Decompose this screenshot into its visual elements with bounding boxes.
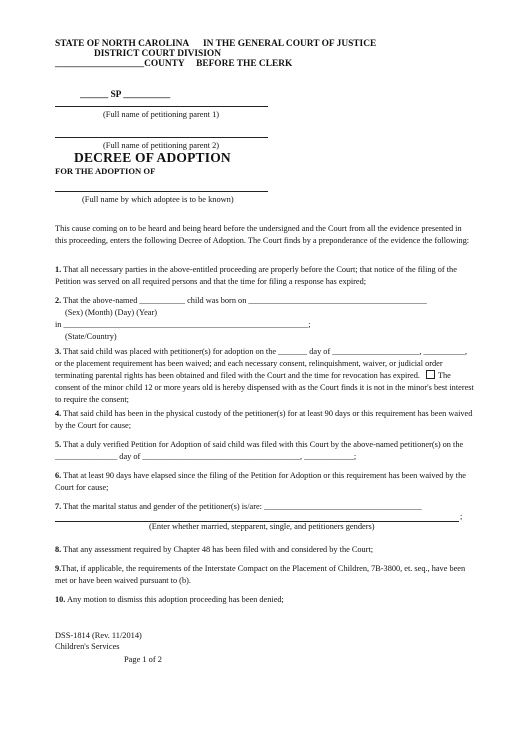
- page-title: DECREE OF ADOPTION: [74, 150, 231, 165]
- finding-3: [55, 346, 475, 406]
- finding-2-place-line[interactable]: in ___________________________________________________________;: [55, 320, 311, 329]
- parent2-name-line[interactable]: [55, 137, 268, 138]
- intro-paragraph: This cause coming on to be heard and being heard before the undersigned and the Court from all the evidence presented in this proceeding, enters the following Decree of Adoption. The Court finds by a preponderance of the evidence the following:: [55, 224, 470, 245]
- finding-7: [55, 501, 475, 513]
- parent1-caption: (Full name of petitioning parent 1): [103, 110, 220, 119]
- sp-label: SP: [110, 90, 121, 100]
- finding-4-number: 4.: [55, 409, 62, 418]
- minor-consent-checkbox[interactable]: [426, 370, 435, 379]
- finding-8: [55, 544, 475, 556]
- sp-blank-1[interactable]: ______: [80, 90, 109, 100]
- finding-1-number: 1.: [55, 265, 62, 274]
- finding-7-end: ;: [460, 512, 463, 521]
- finding-5-number: 5.: [55, 440, 62, 449]
- finding-4-text: That said child has been in the physical custody of the petitioner(s) for at least 90 days or this requirement has been waived by the Court for cause;: [55, 409, 473, 430]
- finding-10-text: Any motion to dismiss this adoption proceeding has been denied;: [65, 595, 284, 604]
- parent2-caption: (Full name of petitioning parent 2): [103, 141, 220, 150]
- finding-2-birth-line[interactable]: That the above-named ___________ child was born on ___________________________________________: [61, 296, 427, 305]
- county-line: [55, 59, 292, 69]
- finding-8-number: 8.: [55, 545, 62, 554]
- finding-2-date-caption: (Sex) (Month) (Day) (Year): [65, 308, 158, 317]
- finding-9: [55, 563, 475, 587]
- adoptee-caption: (Full name by which adoptee is to be known): [82, 195, 234, 204]
- finding-2-number: 2.: [55, 296, 62, 305]
- finding-2: [55, 295, 475, 343]
- finding-1: [55, 264, 475, 288]
- court-name: IN THE GENERAL COURT OF JUSTICE: [203, 39, 377, 49]
- agency-name: Children's Services: [55, 642, 120, 651]
- form-number: DSS-1814 (Rev. 11/2014): [55, 631, 142, 640]
- finding-2-place-caption: (State/Country): [65, 332, 117, 341]
- parent1-name-line[interactable]: [55, 106, 268, 107]
- finding-5-text[interactable]: That a duly verified Petition for Adoption of said child was filed with this Court by the above-named petitioner(s) on the _______________ day of ______________________________________, ____________;: [55, 440, 464, 461]
- finding-9-number: 9.: [55, 564, 62, 573]
- finding-4: [55, 408, 475, 432]
- finding-9-text: That, if applicable, the requirements of the Interstate Compact on the Placement of Children, 7B-3800, et. seq., have been met or have been waived pursuant to (b).: [55, 564, 466, 585]
- adoptee-name-line[interactable]: [55, 191, 268, 192]
- finding-7-number: 7.: [55, 502, 62, 511]
- marital-status-caption: (Enter whether married, stepparent, single, and petitioners genders): [149, 522, 375, 531]
- finding-3-number: 3.: [55, 347, 62, 356]
- finding-6-text: That at least 90 days have elapsed since the filing of the Petition for Adoption or this requirement has been waived by the Court for cause;: [55, 471, 466, 492]
- finding-3-consent-text: The consent of the minor child 12 or more years old is hereby dispensed with as the Court finds it is not in the minor's best interest to require the consent;: [55, 371, 474, 404]
- county-blank[interactable]: ___________________: [55, 59, 145, 69]
- page-number: Page 1 of 2: [124, 655, 162, 664]
- finding-10: [55, 594, 475, 606]
- state-name: STATE OF NORTH CAROLINA: [55, 39, 190, 49]
- sp-line: [80, 90, 170, 100]
- county-label: COUNTY: [144, 59, 185, 69]
- finding-10-number: 10.: [55, 595, 66, 604]
- finding-7-text[interactable]: That the marital status and gender of the petitioner(s) is/are: ______________________________________: [61, 502, 422, 511]
- finding-5: [55, 439, 475, 463]
- finding-8-text: That any assessment required by Chapter 48 has been filed with and considered by the Court;: [61, 545, 374, 554]
- sp-blank-2[interactable]: __________: [123, 90, 171, 100]
- finding-6-number: 6.: [55, 471, 62, 480]
- court-division: DISTRICT COURT DIVISION: [94, 49, 221, 59]
- before-clerk-label: BEFORE THE CLERK: [196, 59, 293, 69]
- finding-3-text: That said child was placed with petitioner(s) for adoption on the _______ day of _____________________, __________, or the placement requirement has been waived; and each necessary consent, relinquishment, waiver, or judicial order terminating parental rights has been obtained and filed with the Court and the time for revocation has expired.: [55, 347, 468, 380]
- subtitle: FOR THE ADOPTION OF: [55, 166, 156, 176]
- finding-6: [55, 470, 475, 494]
- finding-1-text: That all necessary parties in the above-entitled proceeding are properly before the Court; that notice of the filing of the Petition was served on all required persons and that the time for filing a response has expired;: [55, 265, 457, 286]
